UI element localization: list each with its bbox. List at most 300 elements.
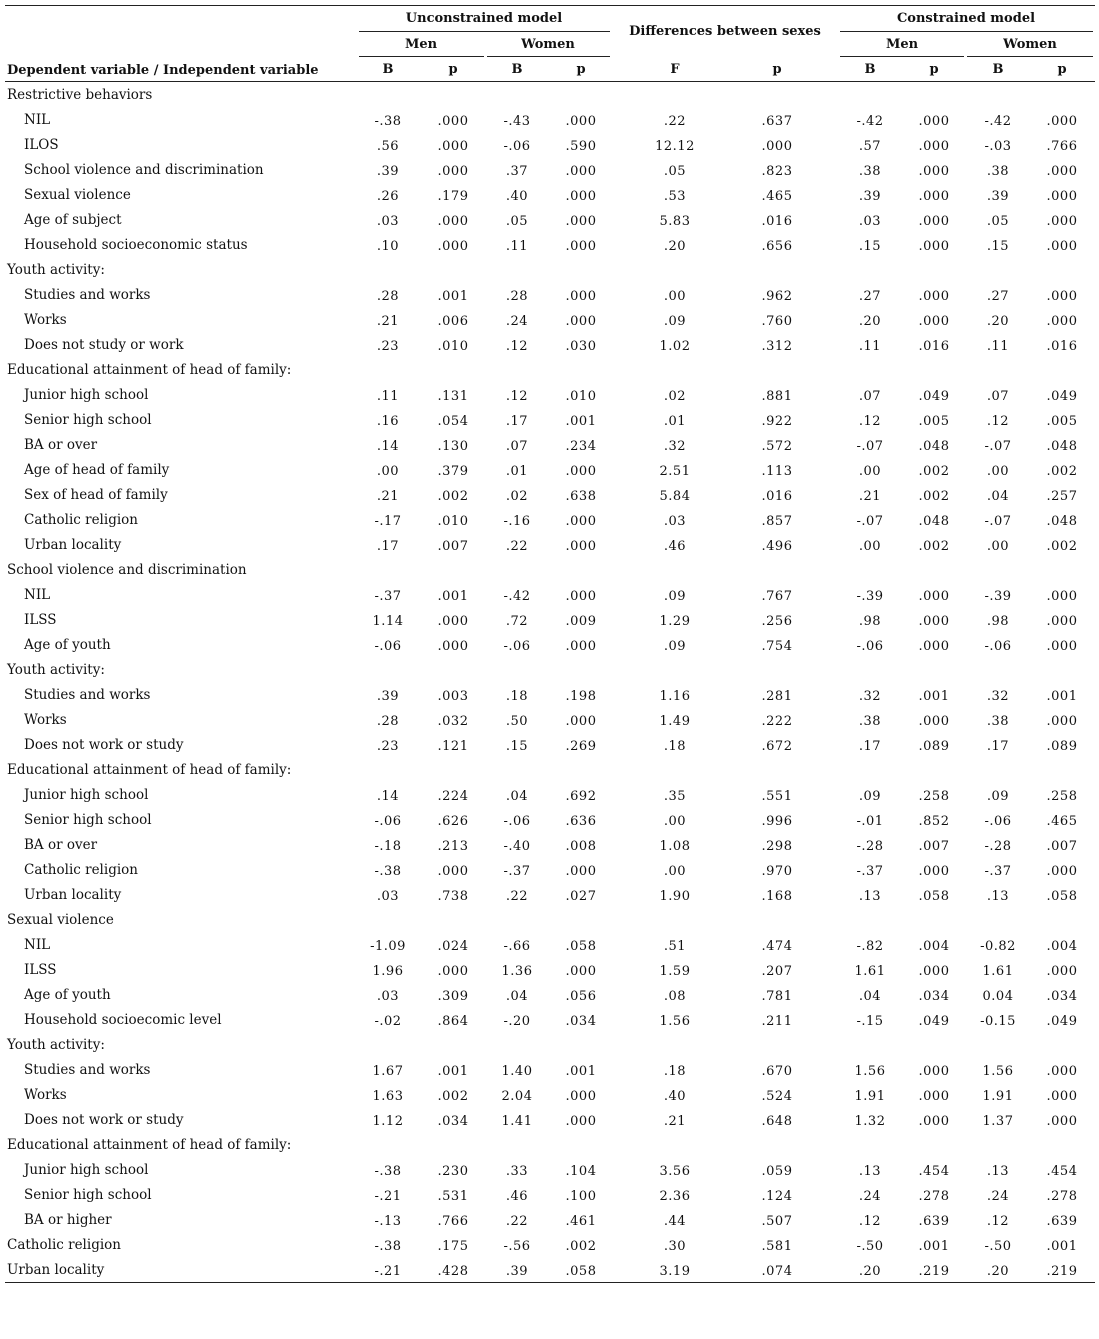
table-cell: 1.56 xyxy=(659,1014,691,1029)
table-cell: .006 xyxy=(437,314,469,329)
table-cell: 1.16 xyxy=(659,689,691,704)
row-label: Sex of head of family xyxy=(24,487,168,503)
table-cell: .767 xyxy=(761,589,793,604)
table-cell: .692 xyxy=(565,789,597,804)
table-cell: .12 xyxy=(858,1214,882,1229)
table-cell: .010 xyxy=(437,339,469,354)
table-cell: .24 xyxy=(986,1189,1010,1204)
row-label: Urban locality xyxy=(24,537,122,553)
table-cell: .18 xyxy=(505,689,529,704)
table-cell: .53 xyxy=(663,189,687,204)
rule-men-women-b xyxy=(487,56,610,57)
table-cell: -.37 xyxy=(856,864,884,879)
table-cell: -.82 xyxy=(856,939,884,954)
table-cell: .000 xyxy=(1046,639,1078,654)
table-cell: .256 xyxy=(761,614,793,629)
table-cell: .059 xyxy=(761,1164,793,1179)
table-cell: .121 xyxy=(437,739,469,754)
table-cell: .40 xyxy=(505,189,529,204)
table-cell: .009 xyxy=(565,614,597,629)
table-cell: .048 xyxy=(918,514,950,529)
table-cell: .39 xyxy=(376,689,400,704)
table-cell: .970 xyxy=(761,864,793,879)
table-cell: 1.36 xyxy=(501,964,533,979)
table-cell: .18 xyxy=(663,1064,687,1079)
section-label: Catholic religion xyxy=(7,1237,121,1253)
table-cell: 2.36 xyxy=(659,1189,691,1204)
header-differences-between-sexes: Differences between sexes xyxy=(629,24,821,39)
table-cell: 1.67 xyxy=(372,1064,404,1079)
table-cell: 1.08 xyxy=(659,839,691,854)
row-label: ILSS xyxy=(24,962,57,978)
table-cell: .000 xyxy=(437,164,469,179)
table-cell: .572 xyxy=(761,439,793,454)
table-cell: .211 xyxy=(761,1014,793,1029)
table-cell: .32 xyxy=(986,689,1010,704)
table-cell: .257 xyxy=(1046,489,1078,504)
table-cell: .551 xyxy=(761,789,793,804)
table-cell: .000 xyxy=(1046,214,1078,229)
table-cell: .07 xyxy=(986,389,1010,404)
section-label: School violence and discrimination xyxy=(7,562,247,578)
table-cell: .20 xyxy=(663,239,687,254)
row-label: NIL xyxy=(24,937,51,953)
table-cell: .281 xyxy=(761,689,793,704)
table-cell: .38 xyxy=(986,164,1010,179)
table-cell: -.43 xyxy=(503,114,531,129)
table-cell: .01 xyxy=(505,464,529,479)
row-label: Household socioecomic level xyxy=(24,1012,222,1028)
header-men-constrained: Men xyxy=(885,37,919,52)
table-cell: .13 xyxy=(986,1164,1010,1179)
table-cell: .002 xyxy=(918,464,950,479)
table-cell: .000 xyxy=(565,514,597,529)
table-cell: .11 xyxy=(858,339,882,354)
table-cell: 1.63 xyxy=(372,1089,404,1104)
table-cell: .30 xyxy=(663,1239,687,1254)
table-cell: -.13 xyxy=(374,1214,402,1229)
table-cell: 1.96 xyxy=(372,964,404,979)
column-header-5: p xyxy=(772,62,782,77)
table-cell: .001 xyxy=(918,1239,950,1254)
table-cell: 1.59 xyxy=(659,964,691,979)
table-cell: .08 xyxy=(663,989,687,1004)
table-cell: .000 xyxy=(437,139,469,154)
table-cell: .000 xyxy=(437,239,469,254)
table-cell: .000 xyxy=(565,214,597,229)
table-cell: .738 xyxy=(437,889,469,904)
header-women-constrained: Women xyxy=(1003,37,1057,52)
table-cell: .309 xyxy=(437,989,469,1004)
table-cell: .004 xyxy=(1046,939,1078,954)
table-cell: .000 xyxy=(918,114,950,129)
table-cell: .21 xyxy=(376,314,400,329)
table-cell: .048 xyxy=(918,439,950,454)
table-cell: .03 xyxy=(376,989,400,1004)
table-cell: .39 xyxy=(505,1264,529,1279)
table-cell: .000 xyxy=(565,589,597,604)
table-cell: .17 xyxy=(376,539,400,554)
table-cell: .278 xyxy=(918,1189,950,1204)
table-cell: .21 xyxy=(376,489,400,504)
column-header-0: B xyxy=(382,62,394,77)
row-label: BA or over xyxy=(24,437,98,453)
table-cell: .20 xyxy=(858,314,882,329)
row-label: Age of youth xyxy=(24,637,111,653)
table-cell: .003 xyxy=(437,689,469,704)
column-header-3: p xyxy=(576,62,586,77)
table-cell: .22 xyxy=(663,114,687,129)
table-cell: .008 xyxy=(565,839,597,854)
table-cell: .000 xyxy=(1046,964,1078,979)
table-cell: .049 xyxy=(918,389,950,404)
table-cell: .010 xyxy=(437,514,469,529)
table-cell: 1.56 xyxy=(982,1064,1014,1079)
table-cell: .670 xyxy=(761,1064,793,1079)
rule-constrained-group xyxy=(840,31,1093,32)
table-cell: .000 xyxy=(1046,289,1078,304)
table-cell: .590 xyxy=(565,139,597,154)
table-cell: .22 xyxy=(505,539,529,554)
table-cell: -.07 xyxy=(856,514,884,529)
table-cell: .048 xyxy=(1046,439,1078,454)
table-cell: -.21 xyxy=(374,1264,402,1279)
table-cell: .524 xyxy=(761,1089,793,1104)
table-cell: .213 xyxy=(437,839,469,854)
table-cell: .258 xyxy=(918,789,950,804)
table-cell: -.07 xyxy=(984,439,1012,454)
table-cell: .000 xyxy=(565,639,597,654)
table-cell: .760 xyxy=(761,314,793,329)
table-cell: 1.12 xyxy=(372,1114,404,1129)
table-cell: .581 xyxy=(761,1239,793,1254)
table-cell: .03 xyxy=(376,889,400,904)
table-cell: .51 xyxy=(663,939,687,954)
table-cell: .766 xyxy=(437,1214,469,1229)
table-cell: 1.90 xyxy=(659,889,691,904)
table-cell: .454 xyxy=(918,1164,950,1179)
table-cell: 1.61 xyxy=(982,964,1014,979)
table-cell: .000 xyxy=(437,964,469,979)
rule-top xyxy=(5,5,1095,6)
table-cell: -.15 xyxy=(856,1014,884,1029)
table-cell: .00 xyxy=(858,464,882,479)
table-cell: -0.82 xyxy=(980,939,1016,954)
table-cell: .000 xyxy=(1046,614,1078,629)
table-cell: .058 xyxy=(565,1264,597,1279)
table-cell: .28 xyxy=(505,289,529,304)
table-cell: .000 xyxy=(1046,589,1078,604)
table-cell: .234 xyxy=(565,439,597,454)
table-cell: 1.37 xyxy=(982,1114,1014,1129)
table-cell: .000 xyxy=(1046,189,1078,204)
table-cell: .39 xyxy=(376,164,400,179)
table-cell: -.06 xyxy=(503,139,531,154)
table-cell: .002 xyxy=(1046,464,1078,479)
row-label: Studies and works xyxy=(24,1062,151,1078)
row-label: BA or higher xyxy=(24,1212,112,1228)
table-cell: .37 xyxy=(505,164,529,179)
table-cell: 1.91 xyxy=(982,1089,1014,1104)
table-cell: .38 xyxy=(858,714,882,729)
table-cell: .312 xyxy=(761,339,793,354)
table-cell: .428 xyxy=(437,1264,469,1279)
table-cell: .000 xyxy=(565,964,597,979)
table-cell: -.42 xyxy=(856,114,884,129)
table-cell: .000 xyxy=(1046,1114,1078,1129)
row-label: Junior high school xyxy=(24,1162,149,1178)
table-cell: .027 xyxy=(565,889,597,904)
header-row-label: Dependent variable / Independent variable xyxy=(7,63,319,78)
rule-header-bottom xyxy=(5,81,1095,82)
row-label: Works xyxy=(24,312,67,328)
table-cell: .007 xyxy=(918,839,950,854)
table-cell: .168 xyxy=(761,889,793,904)
table-cell: .496 xyxy=(761,539,793,554)
table-cell: .72 xyxy=(505,614,529,629)
table-cell: .32 xyxy=(663,439,687,454)
table-cell: .12 xyxy=(505,389,529,404)
table-cell: .007 xyxy=(1046,839,1078,854)
table-cell: 2.04 xyxy=(501,1089,533,1104)
table-cell: .032 xyxy=(437,714,469,729)
table-cell: -.38 xyxy=(374,1239,402,1254)
row-label: School violence and discrimination xyxy=(24,162,264,178)
table-cell: .001 xyxy=(437,289,469,304)
table-cell: .000 xyxy=(565,164,597,179)
table-cell: .11 xyxy=(505,239,529,254)
table-cell: .39 xyxy=(858,189,882,204)
table-cell: 5.83 xyxy=(659,214,691,229)
table-cell: .000 xyxy=(918,239,950,254)
table-cell: .000 xyxy=(918,714,950,729)
table-cell: .638 xyxy=(565,489,597,504)
table-cell: .000 xyxy=(565,1114,597,1129)
table-cell: -.02 xyxy=(374,1014,402,1029)
table-cell: .05 xyxy=(986,214,1010,229)
table-cell: 3.56 xyxy=(659,1164,691,1179)
table-cell: .24 xyxy=(505,314,529,329)
table-cell: .000 xyxy=(1046,114,1078,129)
table-cell: .04 xyxy=(505,989,529,1004)
table-cell: .131 xyxy=(437,389,469,404)
table-cell: .269 xyxy=(565,739,597,754)
table-cell: .09 xyxy=(986,789,1010,804)
table-cell: .05 xyxy=(663,164,687,179)
table-cell: .07 xyxy=(505,439,529,454)
table-cell: 1.49 xyxy=(659,714,691,729)
table-cell: .20 xyxy=(986,314,1010,329)
table-cell: .113 xyxy=(761,464,793,479)
table-cell: .000 xyxy=(918,589,950,604)
table-cell: .24 xyxy=(858,1189,882,1204)
table-cell: .058 xyxy=(565,939,597,954)
table-cell: .089 xyxy=(1046,739,1078,754)
row-label: Does not work or study xyxy=(24,737,184,753)
table-cell: .000 xyxy=(918,189,950,204)
table-cell: -.07 xyxy=(984,514,1012,529)
table-cell: -.50 xyxy=(856,1239,884,1254)
table-cell: .12 xyxy=(858,414,882,429)
row-label: Sexual violence xyxy=(24,187,131,203)
table-cell: 1.56 xyxy=(854,1064,886,1079)
table-cell: .01 xyxy=(663,414,687,429)
table-cell: .639 xyxy=(918,1214,950,1229)
header-constrained-model: Constrained model xyxy=(896,11,1036,26)
table-cell: .034 xyxy=(918,989,950,1004)
table-cell: .639 xyxy=(1046,1214,1078,1229)
table-cell: .000 xyxy=(1046,314,1078,329)
table-cell: .000 xyxy=(437,214,469,229)
table-cell: .130 xyxy=(437,439,469,454)
table-cell: .230 xyxy=(437,1164,469,1179)
table-cell: -.06 xyxy=(374,639,402,654)
table-cell: .004 xyxy=(918,939,950,954)
table-cell: -.40 xyxy=(503,839,531,854)
rule-men-women-c xyxy=(840,56,964,57)
rule-men-women-d xyxy=(967,56,1093,57)
table-cell: .03 xyxy=(858,214,882,229)
table-cell: .034 xyxy=(565,1014,597,1029)
table-cell: .034 xyxy=(1046,989,1078,1004)
table-cell: .14 xyxy=(376,439,400,454)
table-cell: .17 xyxy=(858,739,882,754)
table-cell: .000 xyxy=(918,314,950,329)
table-cell: .001 xyxy=(918,689,950,704)
table-cell: .002 xyxy=(437,489,469,504)
section-label: Educational attainment of head of family: xyxy=(7,762,292,778)
table-cell: .089 xyxy=(918,739,950,754)
table-cell: .28 xyxy=(376,714,400,729)
table-cell: -.18 xyxy=(374,839,402,854)
table-cell: 0.04 xyxy=(982,989,1014,1004)
table-cell: .000 xyxy=(565,189,597,204)
table-cell: .996 xyxy=(761,814,793,829)
table-cell: .030 xyxy=(565,339,597,354)
table-cell: -.38 xyxy=(374,1164,402,1179)
row-label: Urban locality xyxy=(24,887,122,903)
row-label: Studies and works xyxy=(24,687,151,703)
table-cell: .000 xyxy=(1046,164,1078,179)
table-cell: .000 xyxy=(565,239,597,254)
row-label: Senior high school xyxy=(24,412,152,428)
table-cell: .00 xyxy=(986,464,1010,479)
table-cell: .016 xyxy=(761,489,793,504)
table-cell: .56 xyxy=(376,139,400,154)
table-cell: .054 xyxy=(437,414,469,429)
table-cell: .298 xyxy=(761,839,793,854)
table-cell: .637 xyxy=(761,114,793,129)
table-cell: .507 xyxy=(761,1214,793,1229)
table-cell: 1.91 xyxy=(854,1089,886,1104)
table-cell: .21 xyxy=(663,1114,687,1129)
table-cell: .198 xyxy=(565,689,597,704)
table-cell: .02 xyxy=(505,489,529,504)
table-cell: .38 xyxy=(858,164,882,179)
table-cell: -.66 xyxy=(503,939,531,954)
table-cell: .20 xyxy=(986,1264,1010,1279)
table-cell: .16 xyxy=(376,414,400,429)
table-cell: .000 xyxy=(1046,1064,1078,1079)
table-cell: 3.19 xyxy=(659,1264,691,1279)
table-cell: -.06 xyxy=(374,814,402,829)
table-cell: 1.14 xyxy=(372,614,404,629)
table-cell: .016 xyxy=(918,339,950,354)
table-cell: .222 xyxy=(761,714,793,729)
header-unconstrained-model: Unconstrained model xyxy=(405,11,563,26)
table-cell: 2.51 xyxy=(659,464,691,479)
table-cell: -.39 xyxy=(856,589,884,604)
table-cell: .048 xyxy=(1046,514,1078,529)
table-cell: .00 xyxy=(663,814,687,829)
table-cell: 1.32 xyxy=(854,1114,886,1129)
table-cell: .074 xyxy=(761,1264,793,1279)
table-cell: .636 xyxy=(565,814,597,829)
table-cell: .000 xyxy=(1046,1089,1078,1104)
table-cell: .179 xyxy=(437,189,469,204)
table-cell: -1.09 xyxy=(370,939,406,954)
table-cell: .754 xyxy=(761,639,793,654)
table-cell: .852 xyxy=(918,814,950,829)
table-cell: .049 xyxy=(1046,1014,1078,1029)
table-cell: .100 xyxy=(565,1189,597,1204)
table-cell: -.38 xyxy=(374,114,402,129)
table-cell: -.37 xyxy=(503,864,531,879)
table-cell: -.39 xyxy=(984,589,1012,604)
table-cell: .224 xyxy=(437,789,469,804)
table-cell: .001 xyxy=(565,414,597,429)
table-cell: .000 xyxy=(1046,714,1078,729)
table-cell: -.37 xyxy=(374,589,402,604)
table-cell: .38 xyxy=(986,714,1010,729)
table-cell: .09 xyxy=(858,789,882,804)
table-cell: .15 xyxy=(505,739,529,754)
section-label: Youth activity: xyxy=(7,1037,105,1053)
table-cell: .010 xyxy=(565,389,597,404)
table-cell: .00 xyxy=(376,464,400,479)
section-label: Restrictive behaviors xyxy=(7,87,153,103)
table-cell: .05 xyxy=(505,214,529,229)
table-cell: .016 xyxy=(761,214,793,229)
table-cell: .10 xyxy=(376,239,400,254)
table-cell: .175 xyxy=(437,1239,469,1254)
table-cell: .13 xyxy=(858,889,882,904)
table-cell: .03 xyxy=(663,514,687,529)
table-cell: .22 xyxy=(505,1214,529,1229)
table-cell: .57 xyxy=(858,139,882,154)
table-cell: .219 xyxy=(918,1264,950,1279)
table-cell: -.50 xyxy=(984,1239,1012,1254)
table-cell: .000 xyxy=(437,114,469,129)
column-header-4: F xyxy=(670,62,680,77)
table-cell: .207 xyxy=(761,964,793,979)
table-cell: .12 xyxy=(505,339,529,354)
table-cell: .04 xyxy=(505,789,529,804)
table-cell: .049 xyxy=(918,1014,950,1029)
table-cell: -.42 xyxy=(503,589,531,604)
row-label: Senior high school xyxy=(24,812,152,828)
table-cell: .656 xyxy=(761,239,793,254)
table-cell: .000 xyxy=(565,714,597,729)
table-cell: .001 xyxy=(565,1064,597,1079)
table-cell: .049 xyxy=(1046,389,1078,404)
table-cell: .22 xyxy=(505,889,529,904)
table-cell: -.06 xyxy=(984,814,1012,829)
table-cell: .001 xyxy=(1046,689,1078,704)
rule-unconstrained-group xyxy=(359,31,610,32)
row-label: Age of youth xyxy=(24,987,111,1003)
table-cell: .15 xyxy=(986,239,1010,254)
